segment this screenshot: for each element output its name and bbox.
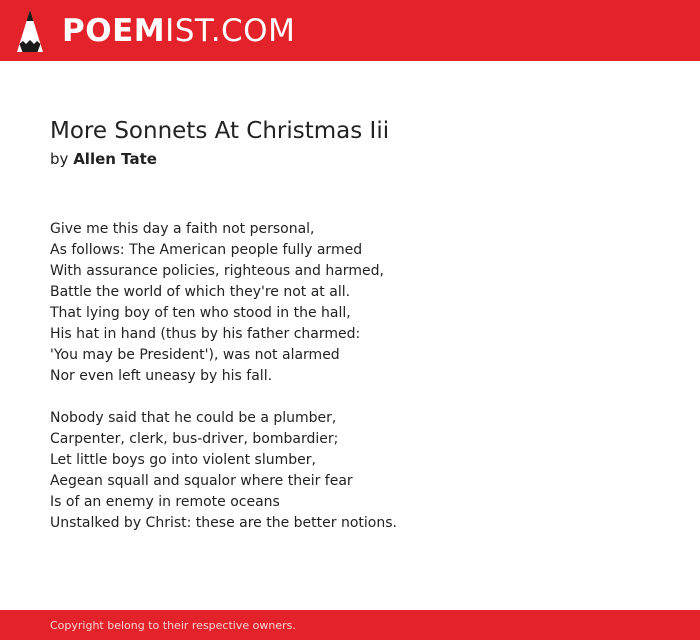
poem-body: [50, 219, 670, 555]
poem-line: As follows: The American people fully armed: [50, 242, 363, 258]
poem-line: Is of an enemy in remote oceans: [50, 494, 280, 510]
poem-line: 'You may be President'), was not alarmed: [50, 347, 340, 363]
poem-line: Carpenter, clerk, bus-driver, bombardier;: [50, 431, 339, 447]
site-logo[interactable]: [62, 11, 295, 51]
poem-line: Nobody said that he could be a plumber,: [50, 410, 337, 426]
poem-line: His hat in hand (thus by his father charmed:: [50, 326, 361, 342]
logo-text-bold: POEM: [62, 13, 166, 49]
logo-text-light: IST.COM: [165, 13, 296, 49]
author-name: Allen Tate: [73, 150, 157, 168]
poem-line: That lying boy of ten who stood in the hall,: [50, 305, 351, 321]
pencil-icon[interactable]: [17, 10, 43, 52]
stanza: [50, 408, 670, 534]
stanza: [50, 219, 670, 387]
poem-line: Nor even left uneasy by his fall.: [50, 368, 273, 384]
by-label: by: [50, 150, 69, 168]
poem-title: More Sonnets At Christmas Iii: [50, 118, 390, 144]
poem-line: With assurance policies, righteous and harmed,: [50, 263, 384, 279]
copyright-text: Copyright belong to their respective owners.: [50, 619, 296, 632]
poem-line: Let little boys go into violent slumber,: [50, 452, 316, 468]
poem-header: [50, 116, 670, 170]
site-footer: [0, 610, 700, 640]
poem-line: Unstalked by Christ: these are the better notions.: [50, 515, 397, 531]
site-header: [0, 0, 700, 61]
byline: [50, 148, 670, 170]
poem-line: Aegean squall and squalor where their fear: [50, 473, 353, 489]
poem-line: Battle the world of which they're not at all.: [50, 284, 351, 300]
poem-line: Give me this day a faith not personal,: [50, 221, 315, 237]
